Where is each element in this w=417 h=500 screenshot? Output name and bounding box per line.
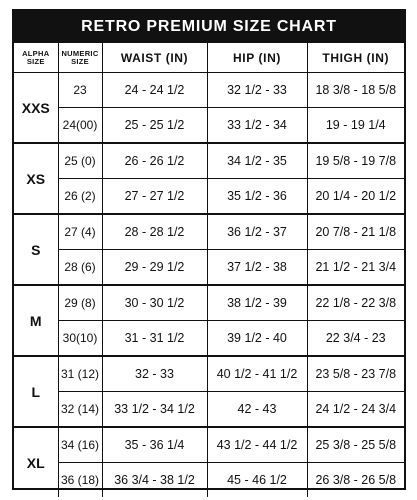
thigh-cell: 22 3/4 - 23: [307, 321, 404, 357]
header-alpha-line1: ALPHA: [22, 48, 50, 58]
waist-cell: 33 1/2 - 34 1/2: [102, 392, 207, 428]
table-row: [14, 427, 404, 463]
hip-cell: 34 1/2 - 35: [207, 143, 307, 179]
numeric-size-cell: 36 (18): [58, 463, 102, 498]
waist-cell: 26 - 26 1/2: [102, 143, 207, 179]
numeric-size-cell: 29 (8): [58, 285, 102, 321]
thigh-cell: 21 1/2 - 21 3/4: [307, 250, 404, 286]
alpha-size-cell: XS: [14, 143, 58, 214]
alpha-size-cell: XXS: [14, 73, 58, 144]
hip-cell: 35 1/2 - 36: [207, 179, 307, 215]
hip-cell: 43 1/2 - 44 1/2: [207, 427, 307, 463]
header-numeric-line2: SIZE: [71, 56, 89, 66]
header-alpha-line2: SIZE: [26, 56, 45, 66]
hip-cell: 32 1/2 - 33: [207, 73, 307, 108]
alpha-size-cell: S: [14, 214, 58, 285]
hip-cell: 36 1/2 - 37: [207, 214, 307, 250]
header-numeric-size: [58, 43, 102, 73]
header-waist: WAIST (IN): [102, 43, 207, 73]
thigh-cell: 19 - 19 1/4: [307, 108, 404, 144]
table-row: [14, 250, 404, 286]
thigh-cell: 19 5/8 - 19 7/8: [307, 143, 404, 179]
hip-cell: 45 - 46 1/2: [207, 463, 307, 498]
thigh-cell: 18 3/8 - 18 5/8: [307, 73, 404, 108]
hip-cell: 40 1/2 - 41 1/2: [207, 356, 307, 392]
size-table-body: [14, 73, 404, 498]
numeric-size-cell: 31 (12): [58, 356, 102, 392]
table-row: [14, 285, 404, 321]
header-alpha-size: [14, 43, 58, 73]
thigh-cell: 20 1/4 - 20 1/2: [307, 179, 404, 215]
thigh-cell: 26 3/8 - 26 5/8: [307, 463, 404, 498]
waist-cell: 36 3/4 - 38 1/2: [102, 463, 207, 498]
thigh-cell: 23 5/8 - 23 7/8: [307, 356, 404, 392]
numeric-size-cell: 28 (6): [58, 250, 102, 286]
alpha-size-cell: XL: [14, 427, 58, 497]
size-chart: [12, 9, 406, 490]
waist-cell: 25 - 25 1/2: [102, 108, 207, 144]
waist-cell: 29 - 29 1/2: [102, 250, 207, 286]
numeric-size-cell: 23: [58, 73, 102, 108]
numeric-size-cell: 27 (4): [58, 214, 102, 250]
thigh-cell: 20 7/8 - 21 1/8: [307, 214, 404, 250]
waist-cell: 28 - 28 1/2: [102, 214, 207, 250]
table-row: [14, 143, 404, 179]
header-hip: HIP (IN): [207, 43, 307, 73]
waist-cell: 24 - 24 1/2: [102, 73, 207, 108]
hip-cell: 33 1/2 - 34: [207, 108, 307, 144]
hip-cell: 37 1/2 - 38: [207, 250, 307, 286]
numeric-size-cell: 32 (14): [58, 392, 102, 428]
chart-title: RETRO PREMIUM SIZE CHART: [14, 11, 404, 43]
waist-cell: 35 - 36 1/4: [102, 427, 207, 463]
waist-cell: 31 - 31 1/2: [102, 321, 207, 357]
table-row: [14, 73, 404, 108]
numeric-size-cell: 26 (2): [58, 179, 102, 215]
numeric-size-cell: 24(00): [58, 108, 102, 144]
header-numeric-line1: NUMERIC: [61, 48, 99, 58]
waist-cell: 27 - 27 1/2: [102, 179, 207, 215]
table-row: [14, 214, 404, 250]
numeric-size-cell: 30(10): [58, 321, 102, 357]
numeric-size-cell: 34 (16): [58, 427, 102, 463]
table-row: [14, 356, 404, 392]
hip-cell: 42 - 43: [207, 392, 307, 428]
table-row: [14, 179, 404, 215]
hip-cell: 39 1/2 - 40: [207, 321, 307, 357]
size-table: [14, 43, 404, 497]
alpha-size-cell: M: [14, 285, 58, 356]
table-row: [14, 392, 404, 428]
hip-cell: 38 1/2 - 39: [207, 285, 307, 321]
thigh-cell: 24 1/2 - 24 3/4: [307, 392, 404, 428]
thigh-cell: 22 1/8 - 22 3/8: [307, 285, 404, 321]
waist-cell: 32 - 33: [102, 356, 207, 392]
numeric-size-cell: 25 (0): [58, 143, 102, 179]
waist-cell: 30 - 30 1/2: [102, 285, 207, 321]
header-row: [14, 43, 404, 73]
table-row: [14, 463, 404, 498]
table-row: [14, 321, 404, 357]
thigh-cell: 25 3/8 - 25 5/8: [307, 427, 404, 463]
table-row: [14, 108, 404, 144]
alpha-size-cell: L: [14, 356, 58, 427]
header-thigh: THIGH (IN): [307, 43, 404, 73]
